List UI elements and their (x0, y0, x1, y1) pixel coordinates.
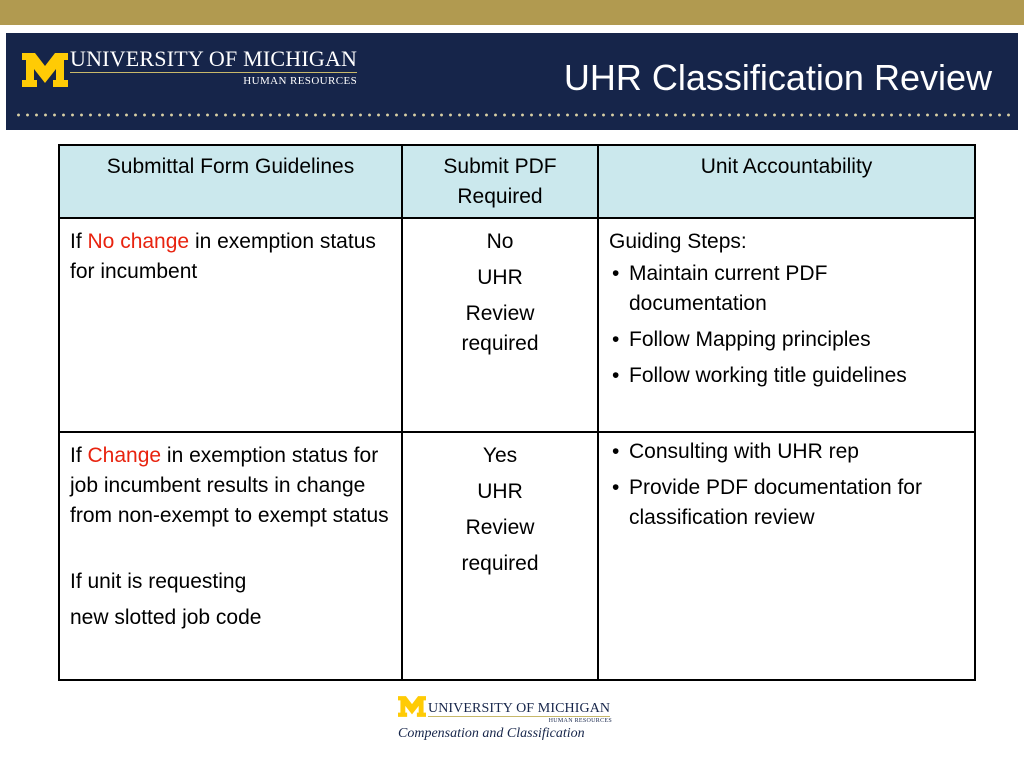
slide-title: UHR Classification Review (563, 57, 992, 98)
bullet-list (609, 437, 964, 533)
guideline-highlight: Change (87, 444, 162, 467)
pdf-line: UHR (477, 266, 523, 289)
pdf-line: UHR (477, 480, 523, 503)
footer-logo (398, 696, 618, 742)
pdf-required-cell (402, 218, 598, 432)
accountability-cell (598, 432, 975, 680)
header-submittal-guidelines: Submittal Form Guidelines (59, 145, 402, 218)
guideline-highlight: No change (87, 230, 190, 253)
classification-table (58, 144, 976, 681)
guiding-steps-title: Guiding Steps: (609, 230, 747, 253)
header-band (6, 33, 1018, 130)
guideline-prefix: If (70, 444, 82, 467)
pdf-required-cell (402, 432, 598, 680)
guideline-extra-line: If unit is requesting (70, 570, 247, 593)
header-submit-pdf: Submit PDF Required (402, 145, 598, 218)
bullet-item: • Follow working title guidelines (609, 361, 964, 391)
header-dotted-rule (14, 113, 1010, 117)
pdf-line: No (486, 230, 514, 253)
footer-department-name: HUMAN RESOURCES (548, 718, 612, 724)
block-m-icon (22, 53, 68, 87)
table-header-row (59, 145, 975, 218)
pdf-line: Yes (482, 444, 518, 467)
pdf-line: Review (465, 516, 535, 539)
guideline-prefix: If (70, 230, 82, 253)
footer-tagline: Compensation and Classification (398, 726, 585, 741)
guideline-text: in exemption status for incumbent (70, 230, 376, 283)
guideline-text: in exemption status for job incumbent results in change from non-exempt to exempt status (70, 444, 389, 527)
guideline-cell (59, 432, 402, 680)
header-unit-accountability: Unit Accountability (598, 145, 975, 218)
accountability-cell (598, 218, 975, 432)
table-row (59, 218, 975, 432)
pdf-line: required (461, 552, 539, 575)
logo-department-name: HUMAN RESOURCES (243, 75, 358, 87)
bullet-item: • Maintain current PDF documentation (609, 259, 964, 319)
top-gold-band (0, 0, 1024, 25)
guideline-cell (59, 218, 402, 432)
guideline-extra-line: new slotted job code (70, 606, 262, 629)
bullet-item: • Provide PDF documentation for classification review (609, 473, 964, 533)
logo-university-name: UNIVERSITY OF MICHIGAN (70, 46, 358, 71)
pdf-line: Review required (461, 302, 539, 355)
footer-university-name: UNIVERSITY OF MICHIGAN (428, 701, 611, 716)
bullet-item: • Consulting with UHR rep (609, 437, 964, 467)
bullet-item: • Follow Mapping principles (609, 325, 964, 355)
university-logo (22, 47, 357, 87)
block-m-icon (398, 696, 426, 717)
table-row (59, 432, 975, 680)
bullet-list (609, 259, 964, 391)
